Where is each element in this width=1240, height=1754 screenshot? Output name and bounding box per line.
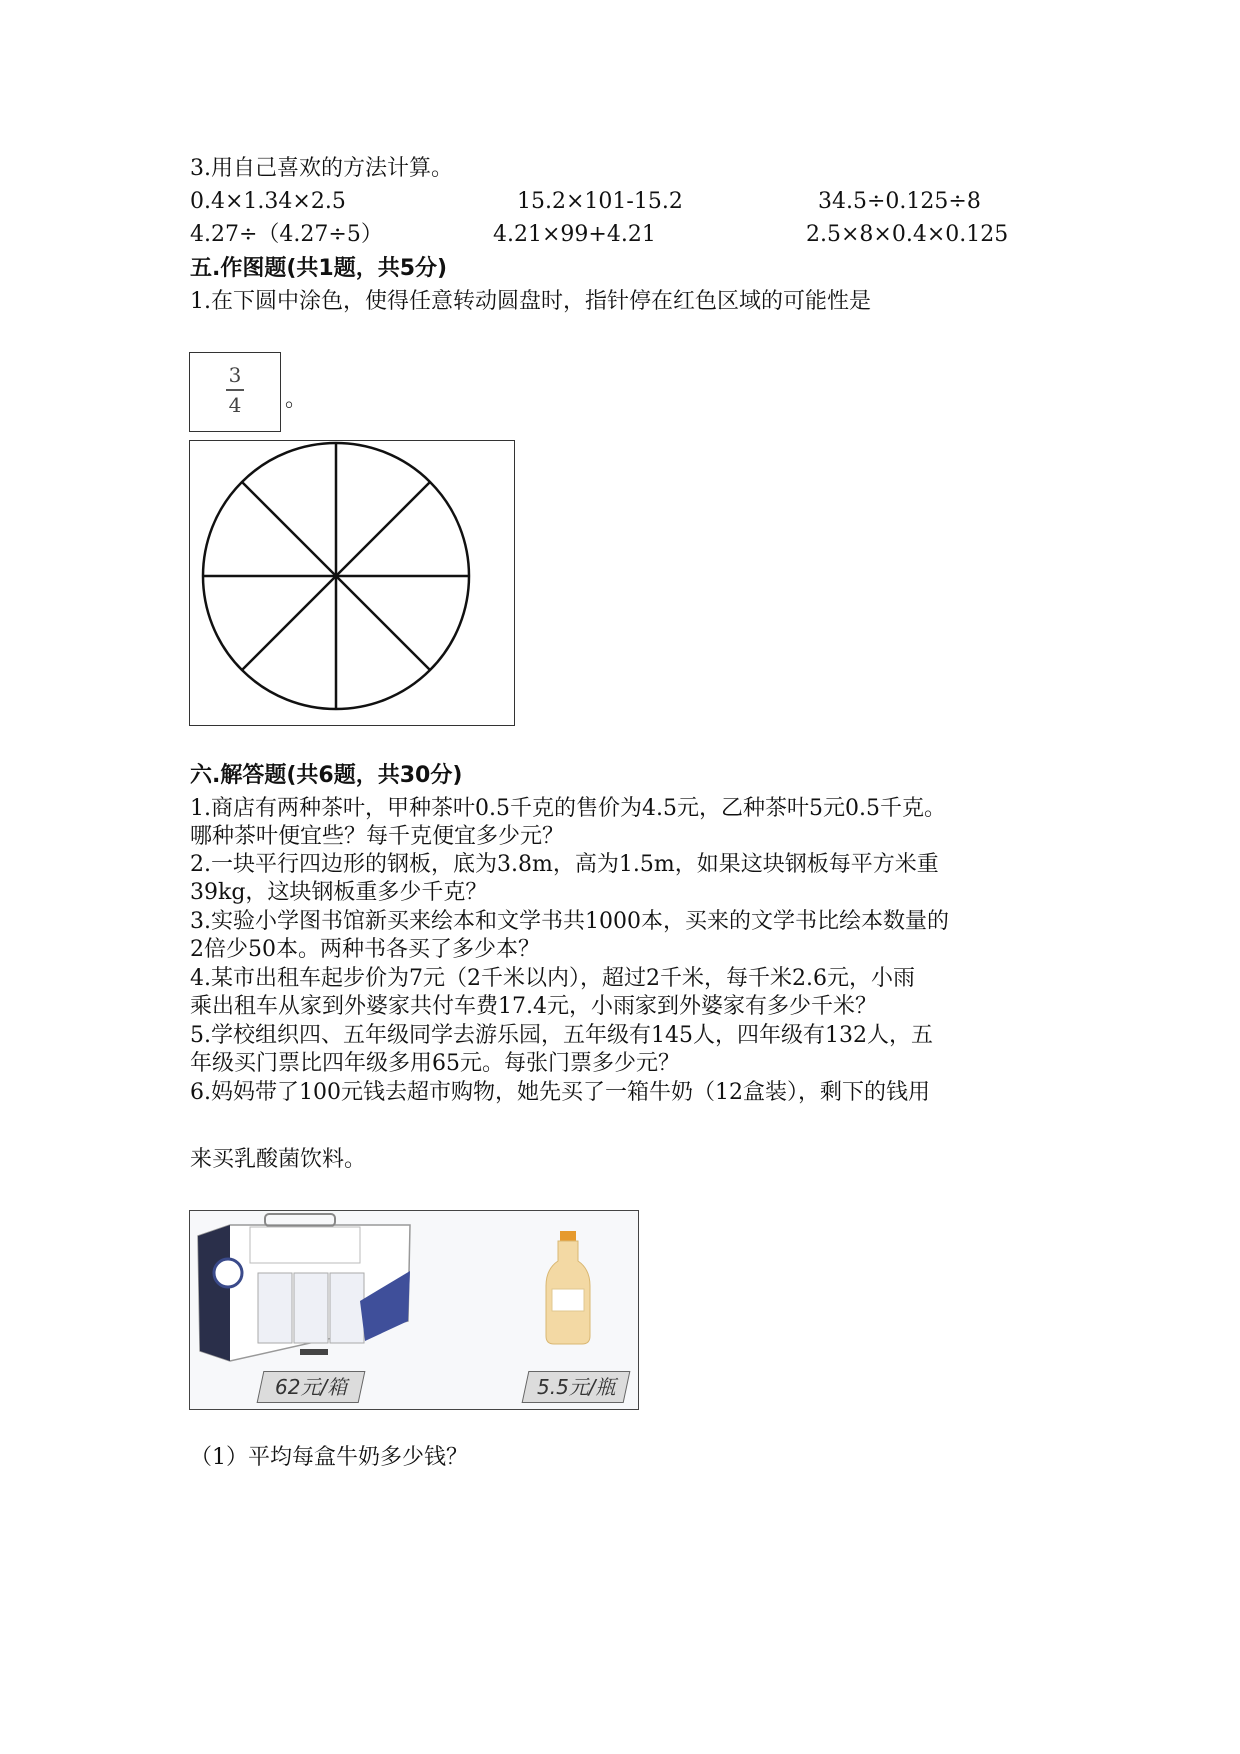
calc-6: 2.5×8×0.4×0.125 <box>806 222 1009 247</box>
q6-line-10: 年级买门票比四年级多用65元。每张门票多少元？ <box>190 1051 680 1076</box>
section6-heading: 六.解答题(共6题，共30分) <box>190 763 463 788</box>
q6-line-11: 6.妈妈带了100元钱去超市购物，她先买了一箱牛奶（12盒装），剩下的钱用 <box>190 1080 930 1105</box>
fraction-denominator: 4 <box>228 392 242 417</box>
q6-6-continuation: 来买乳酸菌饮料。 <box>190 1147 367 1172</box>
section5-heading: 五.作图题(共1题，共5分) <box>190 256 448 281</box>
q6-line-7: 4.某市出租车起步价为7元（2千米以内），超过2千米，每千米2.6元，小雨 <box>190 966 915 991</box>
q6-line-6: 2倍少50本。两种书各买了多少本？ <box>190 937 540 962</box>
q6-line-1: 1.商店有两种茶叶，甲种茶叶0.5千克的售价为4.5元，乙种茶叶5元0.5千克。 <box>190 796 946 821</box>
price-tag-milk <box>257 1371 366 1403</box>
calc-2: 15.2×101-15.2 <box>517 189 683 214</box>
q6-line-9: 5.学校组织四、五年级同学去游乐园，五年级有145人，四年级有132人，五 <box>190 1023 933 1048</box>
q6-line-2: 哪种茶叶便宜些？每千克便宜多少元？ <box>190 824 565 849</box>
fraction-box <box>189 352 281 432</box>
sub-question-1: （1）平均每盒牛奶多少钱？ <box>190 1445 468 1470</box>
price-milk-text: 62元/箱 <box>274 1375 348 1399</box>
calc-1: 0.4×1.34×2.5 <box>190 189 346 214</box>
spinner-circle-icon <box>190 441 513 724</box>
calc-4: 4.27÷（4.27÷5） <box>190 222 383 247</box>
fraction-bar <box>226 389 244 391</box>
fraction-numerator: 3 <box>228 363 242 387</box>
fraction-period: 。 <box>285 387 308 412</box>
fraction-three-quarters <box>190 363 280 417</box>
q6-line-5: 3.实验小学图书馆新买来绘本和文学书共1000本，买来的文学书比绘本数量的 <box>190 909 949 934</box>
q6-line-4: 39kg，这块钢板重多少千克？ <box>190 880 488 905</box>
spinner-figure <box>189 440 515 726</box>
q6-line-8: 乘出租车从家到外婆家共付车费17.4元，小雨家到外婆家有多少千米？ <box>190 994 877 1019</box>
price-tag-drink <box>522 1371 631 1403</box>
calc-3: 34.5÷0.125÷8 <box>818 189 981 214</box>
q5-1-text: 1.在下圆中涂色，使得任意转动圆盘时，指针停在红色区域的可能性是 <box>190 289 871 314</box>
product-image <box>189 1210 639 1410</box>
q6-line-3: 2.一块平行四边形的钢板，底为3.8m，高为1.5m，如果这块钢板每平方米重 <box>190 852 939 877</box>
price-drink-text: 5.5元/瓶 <box>536 1375 616 1399</box>
calc-5: 4.21×99+4.21 <box>493 222 656 247</box>
q3-intro: 3.用自己喜欢的方法计算。 <box>190 156 453 181</box>
